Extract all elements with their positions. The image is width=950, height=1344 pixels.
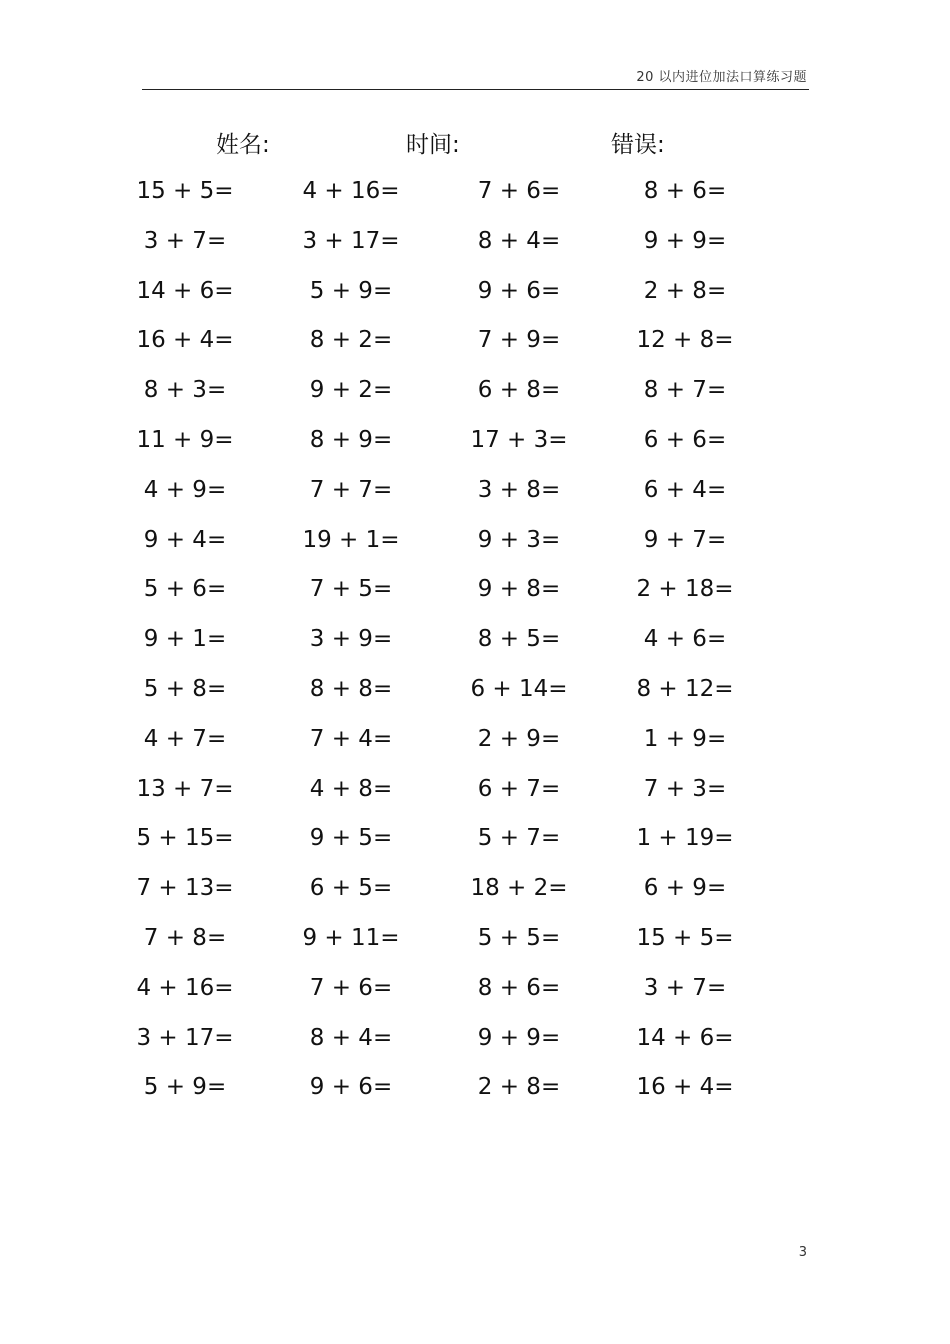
problem-item: 5 + 5= (477, 925, 561, 951)
problem-item: 5 + 15= (136, 825, 234, 852)
problem-item: 3 + 8= (477, 476, 561, 503)
problem-item: 7 + 6= (309, 974, 393, 1001)
problem-item: 8 + 6= (643, 178, 727, 204)
problem-item: 6 + 5= (309, 875, 393, 902)
problem-item: 18 + 2= (470, 875, 568, 902)
problem-item: 7 + 6= (477, 178, 561, 204)
problem-item: 13 + 7= (136, 775, 234, 802)
problem-item: 11 + 9= (136, 427, 234, 453)
problem-item: 12 + 8= (636, 327, 734, 354)
problem-item: 7 + 4= (309, 725, 393, 752)
problem-item: 8 + 4= (309, 1024, 393, 1051)
problem-item: 7 + 7= (309, 476, 393, 503)
problem-item: 5 + 8= (143, 676, 227, 702)
problem-item: 17 + 3= (470, 427, 568, 453)
problem-item: 9 + 6= (309, 1074, 393, 1101)
problem-item: 9 + 5= (309, 825, 393, 852)
problem-item: 8 + 7= (643, 377, 727, 404)
problem-item: 3 + 7= (643, 974, 727, 1001)
problem-item: 9 + 2= (309, 377, 393, 404)
problem-item: 7 + 3= (643, 775, 727, 802)
problem-item: 8 + 3= (143, 377, 227, 404)
problem-item: 2 + 18= (636, 576, 734, 603)
problem-item: 1 + 19= (636, 825, 734, 852)
header-title: 20 以内进位加法口算练习题 (636, 70, 807, 85)
problem-item: 8 + 8= (309, 676, 393, 702)
problem-item: 9 + 9= (477, 1024, 561, 1051)
problem-item: 9 + 6= (477, 277, 561, 304)
problem-item: 4 + 7= (143, 725, 227, 752)
problem-item: 8 + 5= (477, 626, 561, 653)
problem-item: 7 + 5= (309, 576, 393, 603)
problem-item: 9 + 8= (477, 576, 561, 603)
problem-item: 2 + 8= (643, 277, 727, 304)
problem-item: 14 + 6= (136, 277, 234, 304)
problem-item: 2 + 8= (477, 1074, 561, 1101)
problem-item: 15 + 5= (136, 178, 234, 204)
problem-item: 7 + 9= (477, 327, 561, 354)
problem-item: 19 + 1= (302, 526, 400, 553)
problem-item: 9 + 1= (143, 626, 227, 653)
problem-item: 6 + 7= (477, 775, 561, 802)
problem-item: 3 + 7= (143, 227, 227, 254)
problem-item: 8 + 2= (309, 327, 393, 354)
problem-item: 16 + 4= (136, 327, 234, 354)
problem-item: 6 + 8= (477, 377, 561, 404)
problem-item: 5 + 9= (143, 1074, 227, 1101)
problem-item: 3 + 17= (136, 1024, 234, 1051)
problem-item: 5 + 6= (143, 576, 227, 603)
problem-item: 6 + 14= (470, 676, 568, 702)
problem-item: 7 + 8= (143, 925, 227, 951)
problem-item: 8 + 9= (309, 427, 393, 453)
page-number: 3 (798, 1245, 807, 1260)
problem-item: 6 + 9= (643, 875, 727, 902)
problem-item: 9 + 3= (477, 526, 561, 553)
problem-item: 15 + 5= (636, 925, 734, 951)
problem-item: 6 + 4= (643, 476, 727, 503)
problem-item: 2 + 9= (477, 725, 561, 752)
problem-item: 9 + 9= (643, 227, 727, 254)
problem-item: 8 + 12= (636, 676, 734, 702)
problem-item: 16 + 4= (636, 1074, 734, 1101)
problem-item: 4 + 9= (143, 476, 227, 503)
problem-item: 9 + 7= (643, 526, 727, 553)
time-label: 时间: (406, 132, 460, 158)
problem-item: 4 + 16= (302, 178, 400, 204)
problem-item: 3 + 17= (302, 227, 400, 254)
problem-item: 5 + 9= (309, 277, 393, 304)
problem-item: 9 + 4= (143, 526, 227, 553)
problem-item: 7 + 13= (136, 875, 234, 902)
problem-item: 6 + 6= (643, 427, 727, 453)
problem-item: 1 + 9= (643, 725, 727, 752)
problem-item: 9 + 11= (302, 925, 400, 951)
name-label: 姓名: (216, 132, 270, 158)
problem-item: 4 + 6= (643, 626, 727, 653)
problem-item: 3 + 9= (309, 626, 393, 653)
errors-label: 错误: (611, 132, 665, 158)
problem-item: 8 + 6= (477, 974, 561, 1001)
problem-item: 14 + 6= (636, 1024, 734, 1051)
problem-item: 8 + 4= (477, 227, 561, 254)
problem-item: 5 + 7= (477, 825, 561, 852)
problem-item: 4 + 8= (309, 775, 393, 802)
problem-item: 4 + 16= (136, 974, 234, 1001)
